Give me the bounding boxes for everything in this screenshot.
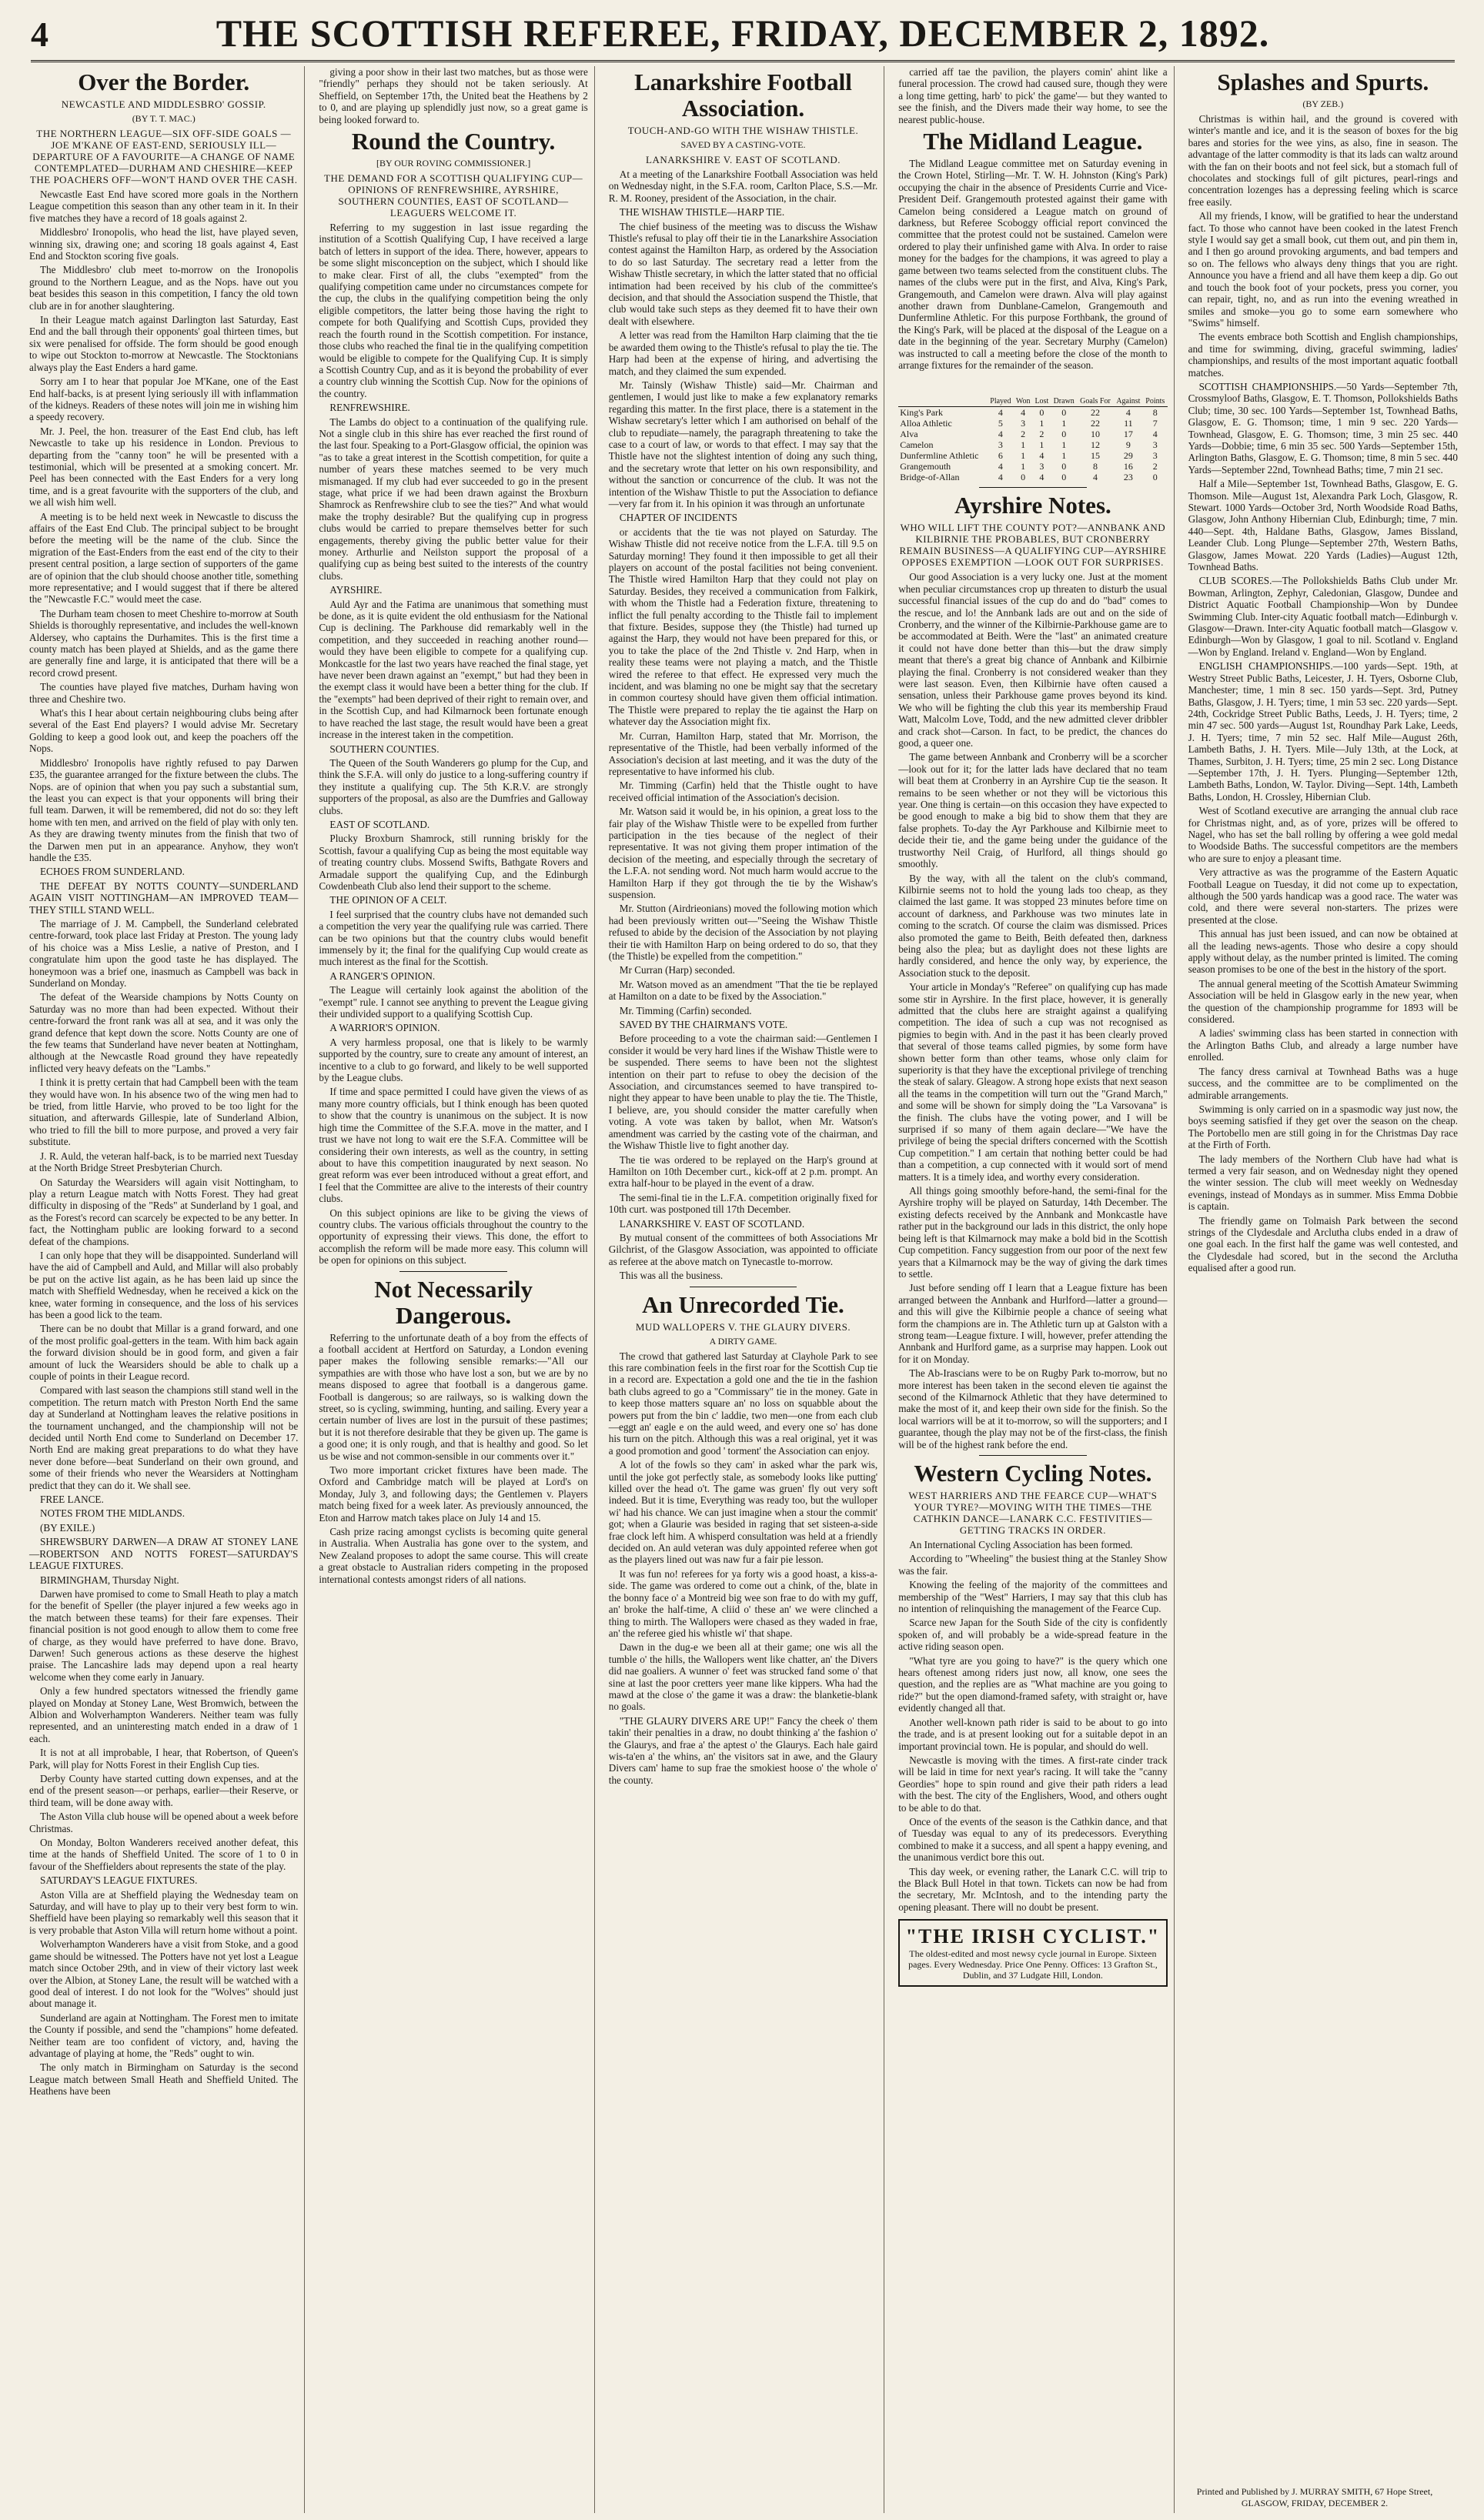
paragraph: Knowing the feeling of the majority of the committees and membership of the "West" Harriers, I may say that this club has no intention of relinquishing the management of the Fearce Cup. <box>898 1579 1168 1615</box>
table-cell: 0 <box>1039 407 1044 419</box>
table-cell: 3 <box>1039 461 1044 472</box>
paragraph: CLUB SCORES.—The Pollokshields Baths Club under Mr. Bowman, Arlington, Zephyr, Caledonian, Glasgow, Dundee and District Aquatic Football Championship—Won by Dundee Swimming Club. Inter-city Aquatic football match—Edinburgh v. Glasgow—Drawn. Inter-city Aquatic football match—Glasgow v. Edinburgh—Won by Glasgow, 1 goal to nil. Scotland v. England—Won by England. Ireland v. England—Won by England. <box>1188 575 1458 658</box>
paragraph: The Durham team chosen to meet Cheshire to-morrow at South Shields is thoroughly representative, and includes the well-known Aldersey, who captains the Durhamites. This is the first time a county match has been played at Shields, and as the game there are generally fine and large, it is anticipated that there will be a record crowd present. <box>29 607 299 679</box>
column-1 <box>23 66 305 2513</box>
table-cell: 6 <box>998 450 1003 462</box>
article-body <box>609 1350 877 1787</box>
masthead-title: THE SCOTTISH REFEREE, FRIDAY, DECEMBER 2, 1892. <box>216 12 1270 55</box>
paragraph: I can only hope that they will be disappointed. Sunderland will have the aid of Campbell and Auld, and Millar will also probably be put on the active list again, as he has been laid up since the match with Sheffield Wednesday, when he received a kick on the knee, water forming in consequence, and the loss of his services has been a good lick to the team. <box>29 1249 299 1320</box>
table-cell: 0 <box>1021 472 1026 483</box>
table-header: Lost <box>1033 374 1051 407</box>
table-cell: 4 <box>1039 450 1044 462</box>
paragraph: Sunderland are again at Nottingham. The Forest men to imitate the County if possible, and send the "champions" home defeated. Neither team are too confident of victory, and, having the advantage of playing at home, the "Reds" ought to win. <box>29 2011 299 2059</box>
paragraph: On this subject opinions are like to be giving the views of country clubs. The various officials throughout the country to the opportunity of expressing their views. This done, the effort to accomplish the reform will be made more easy. This column will be open for opinions on this subject. <box>319 1207 588 1267</box>
paragraph: In their League match against Darlington last Saturday, East End and the ball through their opponents' goal thirteen times, but six were penalised for offside. The form should be good enough to wipe out Stockton to-morrow at Newcastle. The Stocktonians always play the East Enders a hard game. <box>29 314 299 373</box>
paragraph: Mr. Stutton (Airdrieonians) moved the following motion which had been previously written out—"Seeing the Wishaw Thistle refused to abide by the decision of the Association by not playing their tie with Hamilton Harp on being ordered to do so, that they (the Thistle) be expelled from the competition." <box>608 903 878 962</box>
table-cell: 1 <box>1021 439 1026 451</box>
article-body <box>898 571 1167 1450</box>
paragraph: Scarce new Japan for the South Side of the city is confidently spoken of, and will probably be a wide-spread feature in the active riding season open. <box>898 1617 1168 1653</box>
paragraph: According to "Wheeling" the busiest thing at the Stanley Show was the fair. <box>898 1553 1168 1577</box>
team-name: Camelon <box>900 439 934 451</box>
paragraph: ENGLISH CHAMPIONSHIPS.—100 yards—Sept. 19th, at Westry Street Public Baths, Leicester, J. H. Tyers, Osborne Club, Manchester; time, 1 min 8 sec. 150 yards—Sept. 3rd, Putney Baths, Glasgow, J. H. Tyers; time, 1 min 53 sec. 220 yards—Sept. 24th, Cockridge Street Public Baths, Leeds, J. H. Tyers; time, 2 min 47 sec. 500 yards—August 1st, Roundhay Park Lake, Leeds, J. H. Tyers; time, 7 min 52 sec. Half Mile—August 26th, Lambeth Baths, J. H. Tyers. Mile—July 13th, at the Lock, at Thames, Surbiton, J. H. Tyers; time, 25 min 2 sec. Long Distance—September 17th, J. H. Tyers. Plunging—September 12th, Lambeth Baths, London, W. Taylor. Diving—Sept. 14th, Lambeth Baths, London, H. Crossley, Hibernian Club. <box>1188 660 1458 803</box>
paragraph: THE DEFEAT BY NOTTS COUNTY—SUNDERLAND AGAIN VISIT NOTTINGHAM—AN IMPROVED TEAM—THEY STILL STAND WELL. <box>29 879 299 916</box>
headline-lanarkshire-fa: Lanarkshire Football Association. <box>634 68 852 122</box>
paragraph: I think it is pretty certain that had Campbell been with the team they would have won. In his absence two of the wing men had to be tried, from little Harvie, who proved to be too light for the situation, and afterwards Gillespie, late of Sunderland Albion, who tried to fill the bill to more purpose, and proved a very fair substitute. <box>29 1076 299 1148</box>
paragraph: The chief business of the meeting was to discuss the Wishaw Thistle's refusal to play off their tie in the Lanarkshire Association contest against the Hamilton Harp, as ordered by the Association to do so last Saturday. The secretary read a letter from the Wishaw Thistle secretary, in which the latter stated that no official intimation had been received by his club of the committee's decision, and that should the Association suspend the Thistle, that club would take such steps as they deemed fit to have their own dealt with elsewhere. <box>608 220 878 327</box>
paragraph: BIRMINGHAM, Thursday Night. <box>40 1574 179 1586</box>
divider <box>979 487 1087 488</box>
paragraph: Mr. Curran, Hamilton Harp, stated that Mr. Morrison, the representative of the Thistle, had been verbally informed of the Association's decision at last meeting, and it was the duty of the representative to have informed his club. <box>608 729 878 777</box>
team-name: King's Park <box>900 407 944 419</box>
deck: WHO WILL LIFT THE COUNTY POT?—ANNBANK AND KILBIRNIE THE PROBABLES, BUT CRONBERRY REMAIN BUSINESS—A QUALIFYING CUP—AYRSHIRE OPPOSES EXEMPTION —LOOK OUT FOR SURPRISES. <box>899 522 1167 569</box>
columns <box>23 66 1464 2513</box>
paragraph: Auld Ayr and the Fatima are unanimous that something must be done, as it is quite evident the old enthusiasm for the National Cup is declining. The Parkhouse did remarkably well in the competition, and they succeeded in reaching another round—would they have been eligible to compete for a qualifying cup. Monkcastle for the last two years have reached the final stage, yet have never been drawn against an "exempt," but had they been in the exempt class it would have been a better thing for the club. If the "exempts" had been deprived of their right to remain over, and in the Scottish Cup, and had Kilmarnock been fortunate enough to have reached the last stage, the result would have been a great increase in the interest taken in the competition. <box>319 598 588 741</box>
table-row <box>898 439 1167 450</box>
table-header: Against <box>1114 374 1143 407</box>
paragraph: Mr. Watson said it would be, in his opinion, a great loss to the fair play of the Wishaw Thistle were to be expelled from further participation in the ties because of the neglect of their representative. It was not giving them proper intimation of the decision of the meeting, and especially through the secretary of the L.F.A. not sending word. Not much harm would accrue to the Hamilton Harp if they got through the tie by the Wishaw's suspension. <box>608 806 878 900</box>
paragraph: Aston Villa are at Sheffield playing the Wednesday team on Saturday, and will have to play up to their very best form to win. Sheffield have been playing so remarkably well this season that it is very probable that Aston Villa will return home without a point. <box>29 1888 299 1936</box>
table-cell: 17 <box>1123 429 1133 440</box>
table-cell: 7 <box>1152 418 1158 429</box>
paragraph: A RANGER'S OPINION. <box>329 970 436 982</box>
paragraph: or accidents that the tie was not played on Saturday. The Wishaw Thistle did not receive notice from the L.F.A. till 9.5 on Saturday morning! They found it then impossible to get all their players on account of the postal facilities not being convenient. The Thistle wired Hamilton Harp that they could not play on Saturday. Besides, they received a communication from Falkirk, with whom the Thistle had a Federation fixture, threatening to inflict the full penalty according to the Thistle fail to implement that fixture. Besides, suppose they (the Thistle) had turned up against the Harp, they would not have been prepared for this, or you to take the place of the 2nd Thistle v. 2nd Harp, when in reality these teams were not playing a match, and the Thistle wired the referee to that effect. He expressed very much the incident, and was blaming no one be might say that the secretary in common courtesy should have given them official intimation. The Thistle were prepared to replay the tie against the Harp on whatever day the Association might fix. <box>608 526 878 728</box>
paragraph: Only a few hundred spectators witnessed the friendly game played on Monday at Stoney Lane, West Bromwich, between the Albion and Wolverhampton Wanderers. Neither team was fully represented, and an uninteresting match ended in a draw of 1 each. <box>29 1685 299 1744</box>
table-cell: 29 <box>1123 450 1133 462</box>
paragraph: (BY EXILE.) <box>40 1521 95 1534</box>
paragraph: Mr. Timming (Carfin) held that the Thistle ought to have received official intimation of the Association's decision. <box>608 779 878 803</box>
table-cell: 0 <box>1061 429 1067 440</box>
headline-over-the-border: Over the Border. <box>78 68 250 95</box>
table-header: Won <box>1014 374 1033 407</box>
table-header: Drawn <box>1051 374 1077 407</box>
continued-text <box>319 66 587 125</box>
divider <box>399 1271 507 1272</box>
deck: TOUCH-AND-GO WITH THE WISHAW THISTLE. <box>627 125 859 136</box>
table-cell: 1 <box>1021 450 1026 462</box>
paragraph: Christmas is within hail, and the ground is covered with winter's mantle and ice, and it is the season of boxes for the big bares and stories for the wee yins, as also, fine in season. The advantage of the latter commodity is that its lads can waltz around with the fan on their boots and not feel sick, but a stomach full of chocolates and stockings full of gilt pictures, pearl-rings and concentration lozenges has a depressing feeling which is scarce free easily. <box>1188 113 1458 208</box>
paragraph: What's this I hear about certain neighbouring clubs being after several of the East End players? I would advise Mr. Secretary Golding to keep a good look out, and keep the poachers off the Nops. <box>29 707 299 755</box>
paragraph: This annual has just been issued, and can now be obtained at all the leading news-agents. Those who desire a copy should apply without delay, as the number printed is limited. The coming season promises to be one of the best in the history of the sport. <box>1188 928 1458 976</box>
paragraph: An International Cycling Association has been formed. <box>909 1539 1133 1550</box>
paragraph: The Lambs do object to a continuation of the qualifying rule. Not a single club in this shire has ever reached the first round of the last four. Speaking to a Port-Glasgow official, the opinion was "as to take a great interest in the Scottish competition, for quite a number of years these matches seemed to be very much mismanaged. If my club had ever succeeded to go in the present stage, what price if we had been drawn against the Broxburn Shamrock as Renfrewshire club to see the ties?" And what would make the trophy desirable? But the qualifying cup in progress clubs would be carried to prepare themselves better for such engagements, thereby giving the public better value for their money. Arthurlie and Neilston support the proposal of a qualifying cup as being best suited to the interests of the country clubs. <box>319 416 588 582</box>
paragraph: Another well-known path rider is said to be about to go into the trade, and is at present looking out for a suitable depot in an important provincial town. He is popular, and should do well. <box>898 1716 1168 1752</box>
article-body <box>29 189 298 2098</box>
paragraph: The friendly game on Tolmaish Park between the second strings of the Clydesdale and Arclutha clubs ended in a draw of one goal each. In the first half the game was well contested, and the Clydesdale had scored, but in the second the Arclutha equalised after a good run. <box>1188 1214 1458 1274</box>
paragraph: SATURDAY'S LEAGUE FIXTURES. <box>40 1874 198 1887</box>
paragraph: Mr. J. Peel, the hon. treasurer of the East End club, has left Newcastle to take up his residence in London. Previous to departing from the "canny toon" he will be presented with a testimonial, which will be presented at a smoking concert. Mr. Peel has been connected with the East Enders for a very long time, and is a great favourite with the supporters of the club, and we all wish him well. <box>29 425 299 509</box>
paragraph: This day week, or evening rather, the Lanark C.C. will trip to the Black Bull Hotel in that town. Tickets can now be had from the secretary, Mr. McIntosh, and to the intending party the opening pleasant. There will no doubt be present. <box>898 1865 1168 1913</box>
table-row <box>898 461 1167 472</box>
byline: [BY OUR ROVING COMMISSIONER.] <box>376 158 531 169</box>
ad-text: The oldest-edited and most newsy cycle journal in Europe. Sixteen pages. Every Wednesday. Price One Penny. Offices: 13 Grafton St., Dublin, and 37 Ludgate Hill, London. <box>908 1948 1158 1981</box>
section-title: NEWCASTLE AND MIDDLESBRO' GOSSIP. <box>61 98 266 110</box>
table-cell: 3 <box>998 439 1003 451</box>
deck: THE DEMAND FOR A SCOTTISH QUALIFYING CUP—OPINIONS OF RENFREWSHIRE, AYRSHIRE, SOUTHERN COUNTIES, EAST OF SCOTLAND—LEAGUERS WELCOME IT. <box>324 172 583 219</box>
paragraph: All things going smoothly before-hand, the semi-final for the Ayrshire trophy will be played on Saturday, 14th December. The existing defects received by the Annbank and Monkcastle have rather put in the background our lads in this district, the only hope being left is that Kilmarnock may make a bold bid in the Scottish Cup competition. Fancy suggestion from our poor of the next few years that a Kilmarnock may be the way of giving the dark times to settle. <box>898 1185 1168 1280</box>
paragraph: At a meeting of the Lanarkshire Football Association was held on Wednesday night, in the S.F.A. room, Carlton Place, S.S.—Mr. R. M. Rooney, president of the Association, in the chair. <box>608 169 878 204</box>
team-name: Dunfermline Athletic <box>900 450 979 462</box>
paragraph: THE OPINION OF A CELT. <box>329 894 447 906</box>
table-cell: 2 <box>1039 429 1044 440</box>
paragraph: This was all the business. <box>619 1270 724 1282</box>
paragraph: The marriage of J. M. Campbell, the Sunderland celebrated centre-forward, took place last Friday at Preston. The young lady of his choice was a Miss Leslie, a native of Preston, and I congratulate him upon the good taste he has displayed. The honeymoon was a brief one, inasmuch as Campbell was back in Sunderland on Monday. <box>29 917 299 989</box>
paragraph: Cash prize racing amongst cyclists is becoming quite general in Australia. When Australia has gone over to the system, and New Zealand proposes to adopt the same course. This will create a great obstacle to Australian riders competing in the proposed international contests amongst riders of all nations. <box>319 1526 588 1585</box>
paragraph: It is not at all improbable, I hear, that Robertson, of Queen's Park, will play for Notts Forest in their English Cup ties. <box>29 1747 299 1771</box>
paragraph: Sorry am I to hear that popular Joe M'Kane, one of the East End half-backs, is at present lying seriously ill with inflammation of the kidneys. Readers of these notes will join me in wishing him a speedy recovery. <box>29 375 299 423</box>
paragraph: Once of the events of the season is the Cathkin dance, and that of Tuesday was equal to any of its predecessors. Everything combined to make it a success, and all spent a happy evening, and the unanimous verdict bore this out. <box>898 1815 1168 1864</box>
paragraph: Plucky Broxburn Shamrock, still running briskly for the Scottish, favour a qualifying Cup as being the most equitable way of treating country clubs. Mossend Swifts, Bathgate Rovers and Armadale support the qualifying Cup, and the Edinburgh Cowdenbeath Club also lend their support to the scheme. <box>319 833 588 892</box>
team-name: Alva <box>900 429 918 440</box>
table-cell: 3 <box>1152 439 1158 451</box>
paragraph: Our good Association is a very lucky one. Just at the moment when peculiar circumstances crop up threaten to disturb the usual successful financial issues of the cup do and do "bad" comes to the rescue, and lo! the Annbank lads are out and on the side of Cronberry, and the winner of the Kilbirnie-Parkhouse game are to be accommodated at Beith. Were the "last" an animated creature it could not have done better than this—but the draw simply meant that there's a great big chance of Annbank and Kilbirnie playing the final. Cronberry is not considered weaker than they were last season. Even, then Kilbirnie have often caused a sensation, unless their Parkhouse game proves beyond its kind. We who will be fighting the club this year its membership Fraud Watt, Malcolm Love, Todd, and the new admitted clever dribbler and crack shot—Carson. In fact, to be predict, the chances do good, a queer one. <box>898 571 1168 749</box>
headline-ayrshire-notes: Ayrshire Notes. <box>954 492 1111 519</box>
paragraph: ECHOES FROM SUNDERLAND. <box>40 866 185 878</box>
imprint: Printed and Published by J. MURRAY SMITH, 67 Hope Street, GLASGOW, FRIDAY, DECEMBER 2. <box>1196 2486 1433 2508</box>
deck: WEST HARRIERS AND THE FEARCE CUP—WHAT'S YOUR TYRE?—MOVING WITH THE TIMES—THE CATHKIN DANCE—LANARK C.C. FESTIVITIES—GETTING TRACKS IN ORDER. <box>908 1490 1158 1536</box>
paragraph: It was fun no! referees for ya forty wis a good hoast, a kiss-a-side. The game was ordered to come out a chink, of the, blate in the bonny face o' a Montreid big wee son frae to do with my guff, an' broke the half-time, A cliid o' these an' we were clinched a thing to mirth. The Wallopers were chased as they waded in frae, an' the referee gied his whistle wi' that shape. <box>608 1567 878 1639</box>
paragraph: Before proceeding to a vote the chairman said:—Gentlemen I consider it would be very hard lines if the Wishaw Thistle were to be suspended. There seems to have been not the slightest intention on their part to refuse to obey the decision of the Association, and circumstances seemed to have transpired to-night they appear to have been unable to play the tie. The Thistle, I believe, are, you should consider the matter carefully when voting. A vote was taken by ballot, when Mr. Watson's amendment was carried by the casting vote of the chairman, and the Wishaw Thistle live to fight another day. <box>608 1033 878 1152</box>
table-cell: 4 <box>998 429 1003 440</box>
paragraph: Compared with last season the champions still stand well in the competition. The return match with Preston North End the same day at Sunderland at Nottingham leaves the relative positions in the tournament unchanged, and the championship will not be decided until North End come to Sunderland on December 17. North End are making great preparations to do what they have never done before—beat Sunderland on their own ground, and some of their friends who never the Wearsiders at Nottingham predict that they can do it. We shall see. <box>29 1384 299 1491</box>
paragraph: RENFREWSHIRE. <box>329 402 410 414</box>
table-cell: 3 <box>1021 418 1026 429</box>
paragraph: By the way, with all the talent on the club's command, Kilbirnie seems not to hold the young lads too cheap, as they claimed the last game. It was stopped 23 minutes before time on account of darkness, and Parkhouse was two minutes late in coming to the scratch. Of course the claim was dismissed. Prices also promoted the game to Beith, Beith defeated then, darkness being also the plea; but as daylight does not these lights are hardly considered, and hence the only way, by experience, the Association stuck to the deposit. <box>898 872 1168 979</box>
table-cell: 15 <box>1090 450 1100 462</box>
table-cell: 4 <box>998 472 1003 483</box>
league-table <box>898 374 1167 482</box>
table-cell: 11 <box>1124 418 1133 429</box>
paragraph: The crowd that gathered last Saturday at Clayhole Park to see this rare combination feels in the first roar for the Scottish Cup tie in a record are. Expectation a gold one and the tie in the fashion bath clubs agreed to go a "Commissary" tie in the money. Gate in to keep those matters square an' no loss on squabble about the powers put from the bin c' laddie, two men—one from each club—eggt an' eagle e on the auld weed, and every one so' has done his turn on the pitch. Although this was a real original, yet it was a good promotion and good ' torment' the Association can enjoy. <box>608 1350 878 1457</box>
paragraph: carried aff tae the pavilion, the players comin' ahint like a funeral procession. The crowd had caused sure, though they were a long time getting, harb' to pick' the game'— but they wanted to see the finish, and the Divers made their way home, to see the nearest public-house. <box>898 66 1168 125</box>
article-body <box>319 222 587 1267</box>
headline-western-cycling-notes: Western Cycling Notes. <box>914 1460 1152 1487</box>
paragraph: Middlesbro' Ironopolis, who head the list, have played seven, winning six, drawing one; and scoring 18 goals against 4, East End and Stockton scoring five goals. <box>29 226 299 262</box>
table-cell: 4 <box>998 461 1003 472</box>
masthead <box>31 6 1455 62</box>
paragraph: The tie was ordered to be replayed on the Harp's ground at Hamilton on 10th December curt., kick-off at 2 p.m. prompt. An extra half-hour to be played in the event of a draw. <box>608 1153 878 1190</box>
paragraph: The League will certainly look against the abolition of the "exempt" rule. I cannot see anything to prevent the League giving their undivided support to a qualifying Scottish Cup. <box>319 984 588 1020</box>
headline-not-necessarily-dangerous: Not Necessarily Dangerous. <box>374 1275 533 1329</box>
paragraph: A meeting is to be held next week in Newcastle to discuss the affairs of the East End Club. The principal subject to be brought before the meeting will be the name of the club. Since the migration of the East-Enders from the east end of the city to their present central position, a large section of supporters of the game are of opinion that the club should choose another title, something more representative; and I would suggest that if there be altered the "Newcastle F.C." would meet the case. <box>29 510 299 606</box>
table-cell: 1 <box>1021 461 1026 472</box>
paragraph: All my friends, I know, will be gratified to hear the understand fact. To those who cannot have been cooked in the latest French style I would say get a small book, cut them out, and pin them in, and I then go around provoking arguments, and bad tempers and so on. The fellows who always deny things that you are right. Announce you have a friend and all have them keep a dip. Go out and touch the book foot of your pockets, press you corner, you can repair, tight, no, and as run into the evening wreathed in smiles and smoke—you go to some earn somewhere who "Swims" himself. <box>1188 210 1458 329</box>
paragraph: By mutual consent of the committees of both Associations Mr Gilchrist, of the Glasgow Association, was appointed to officiate as referee at the above match on Tynecastle to-morrow. <box>608 1231 878 1267</box>
table-cell: 5 <box>998 418 1003 429</box>
table-row <box>898 407 1167 419</box>
paragraph: SAVED BY THE CHAIRMAN'S VOTE. <box>619 1019 788 1031</box>
continued-text <box>898 66 1167 125</box>
table-cell: 1 <box>1039 418 1044 429</box>
paragraph: The annual general meeting of the Scottish Amateur Swimming Association will be held in Glasgow early in the new year, when the question of the championship programme for 1893 will be considered. <box>1188 977 1458 1026</box>
paragraph: Referring to the unfortunate death of a boy from the effects of a football accident at Hertford on Saturday, a London evening paper makes the following sensible remarks:—"All our sympathies are with those who have lost a son, but we are by no means disposed to agree that football is a dangerous game. Football is dangerous; so are railways, so is walking down the street, so is cycling, swimming, hunting, and sailing. Every year a certain number of lives are lost in the pursuit of these pastimes; but it is not therefore desirable that they be given up. The game is a good one; it is only rough, and that is healthy and good. So let us be wise and not common-sensible in our comments over it." <box>319 1331 588 1462</box>
paragraph: I feel surprised that the country clubs have not demanded such a competition the very year the qualifying rule was carried. There can be two opinions but that the country clubs would benefit immensely by it; the final for the qualifying Cup would create as much interest as the final for the Scottish. <box>319 908 588 968</box>
article-body <box>1188 113 1458 1274</box>
team-name: Bridge-of-Allan <box>900 472 960 483</box>
paragraph: Very attractive as was the programme of the Eastern Aquatic Football League on Tuesday, it did not come up to expectation, although the 500 yards handicap was a good race. The water was cold, and there were several non-starters. The prizes were presented at the close. <box>1188 866 1458 926</box>
paragraph: Mr. Timming (Carfin) seconded. <box>619 1004 752 1016</box>
paragraph: The Queen of the South Wanderers go plump for the Cup, and think the S.F.A. will only do justice to a long-suffering country if they institute a qualifying cup. The 5th K.R.V. are strongly supporters of the proposal, as also are the Dumfries and Galloway clubs. <box>319 756 588 816</box>
paragraph: CHAPTER OF INCIDENTS <box>619 512 737 524</box>
paragraph: The Ab-Irascians were to be on Rugby Park to-morrow, but no more interest has been taken in the second eleven tie against the second of the Kilmarnock Athletic that they have determined to make the most of it, and keep their own side for the finish. So the local warriors will be at it to-morrow, so will the supporters; and I guarantee, though the play may not be of the first-class, the finish will be of the highest rank before the end. <box>898 1367 1168 1450</box>
team-name: Grangemouth <box>900 461 951 472</box>
paragraph: giving a poor show in their last two matches, but as those were "friendly" perhaps they should not be taken seriously. At Sheffield, on September 17th, the United beat the Heathens by 2 to 0, and are playing up splendidly just now, so a great game is being looked forward to. <box>319 66 588 125</box>
table-cell: 1 <box>1039 439 1044 451</box>
table-cell: 3 <box>1152 450 1158 462</box>
headline-midland-league: The Midland League. <box>923 128 1143 155</box>
paragraph: A WARRIOR'S OPINION. <box>329 1022 440 1034</box>
table-cell: 2 <box>1021 429 1026 440</box>
paragraph: The defeat of the Wearside champions by Notts County on Saturday was no more than had been expected. Without their centre-forward the front rank was all at sea, and it was only the grand defence that kept down the score. Notts County are one of the few teams that Sunderland have never beaten at Nottingham, although at the Newcastle Road ground they have repeatedly inflicted very heavy defeats on the "Lambs." <box>29 991 299 1074</box>
paragraph: Half a Mile—September 1st, Townhead Baths, Glasgow, E. G. Thomson. Mile—August 1st, Alexandra Park Loch, Glasgow, R. Stewart. 1000 Yards—October 3rd, North Woodside Road Baths, Glasgow, John Anthony Hibernian Club, Edinburgh; time, 7 min. 440—Sept. 4th, Haldane Baths, Glasgow, James Bissland, Leander Club. Long Plunge—September 27th, Western Baths, Glasgow, James Mowat. 220 Yards (Ladies)—August 12th, Townhead Baths. <box>1188 478 1458 573</box>
table-cell: 9 <box>1125 439 1131 451</box>
paragraph: The game between Annbank and Cronberry will be a scorcher—look out for it; for the latter lads have declared that no team will beat them at Cronberry in an Ayrshire Cup tie the season. It remains to be seen whether or not they will be victorious this year. One thing is certain—on this occasion they have expected to be good enough to make a big bid to show them that they are false prophets. To-day the Ayr Parkhouse and Kilbirnie meet to decide their tie, and the game being under the guidance of the trustworthy Neil Craig, of Hurlford, all things should go smoothly. <box>898 751 1168 870</box>
table-cell: 4 <box>998 407 1003 419</box>
paragraph: The lady members of the Northern Club have had what is termed a very fair season, and on Wednesday night they opened the winter session. The club will meet weekly on Wednesday evenings, instead of Mondays as in summer. Miss Emma Dobbie is captain. <box>1188 1153 1458 1213</box>
page-number: 4 <box>31 15 48 54</box>
table-cell: 1 <box>1061 439 1067 451</box>
headline-unrecorded-tie: An Unrecorded Tie. <box>642 1290 844 1318</box>
paragraph: Mr. Watson moved as an amendment "That the tie be replayed at Hamilton on a date to be fixed by the Association." <box>608 978 878 1003</box>
paragraph: SOUTHERN COUNTIES. <box>329 743 440 755</box>
byline: SAVED BY A CASTING-VOTE. <box>680 139 806 150</box>
article-body <box>319 1332 587 1586</box>
table-header: Played <box>988 374 1014 407</box>
advertisement-irish-cyclist <box>898 1919 1167 1987</box>
byline: (BY ZEB.) <box>1302 98 1344 109</box>
table-header-team <box>898 374 988 407</box>
article-body <box>898 158 1167 371</box>
paragraph: SCOTTISH CHAMPIONSHIPS.—50 Yards—September 7th, Crossmyloof Baths, Glasgow, E. T. Thomson, Pollokshields Baths Club; time, 30 sec. 100 Yards—September 1st, Townhead Baths, Glasgow, E. G. Thomson; time, 1 min 9 sec. 220 Yards—Townhead, Glasgow, E. G. Thomson; time, 3 min 25 sec. 440 Yards—Dobbie; time, 6 min 35 sec. 500 Yards—September 15th, Arlington Baths, Glasgow, E. G. Thomson; time, 8 min 5 sec. 440 Yards—September 22nd, Townhead Baths; time, 7 min 21 sec. <box>1188 380 1458 476</box>
table-cell: 4 <box>1039 472 1044 483</box>
table-row <box>898 472 1167 482</box>
paragraph: If time and space permitted I could have given the views of as many more country officials, but I think enough has been quoted to show that the country is unanimous on the subject. It is now high time the Committee of the S.F.A. move in the matter, and I trust we have not long to wait ere the S.F.A. Committee will be considering their own interests, as well as the country, in setting about to have this competition inaugurated by next season. No great reform was ever been introduced without a great effort, and I feel that the Committee are alive to the interests of their country clubs. <box>319 1086 588 1205</box>
deck: THE NORTHERN LEAGUE—SIX OFF-SIDE GOALS —JOE M'KANE OF EAST-END, SERIOUSLY ILL—DEPARTURE OF A FAVOURITE—A CHANGE OF NAME CONTEMPLATED—DURHAM AND CHESHIRE—KEEP THE POACHERS OFF—WON'T HAND OVER THE CASH. <box>29 128 298 185</box>
paragraph: NOTES FROM THE MIDLANDS. <box>40 1507 186 1520</box>
paragraph: The fancy dress carnival at Townhead Baths was a huge success, and the committee are to be complimented on the admirable arrangements. <box>1188 1065 1458 1101</box>
paragraph: Middlesbro' Ironopolis have rightly refused to pay Darwen £35, the guarantee arranged for the fixture between the clubs. The Nops. are of opinion that when you pay such a substantial sum, the least you can expect is that your opponents will bring their full team. Darwen, it will be remembered, did not do so: they left home with ten men, and arrived on the field of play with only ten. As they are drawing twenty minutes from the finish that two of the Darwen men put in an appearance. Anyhow, they won't handle the £35. <box>29 756 299 863</box>
table-row <box>898 450 1167 461</box>
paragraph: J. R. Auld, the veteran half-back, is to be married next Tuesday at the North Bridge Street Presbyterian Church. <box>29 1150 299 1174</box>
table-cell: 23 <box>1123 472 1133 483</box>
paragraph: A letter was read from the Hamilton Harp claiming that the tie be awarded them owing to the Thistle's refusal to play the tie. The Harp had been at the expense of hiring, and advertising the match, and they claimed the sum expended. <box>608 329 878 377</box>
headline-splashes-and-spurts: Splashes and Spurts. <box>1217 68 1429 95</box>
paragraph: FREE LANCE. <box>40 1494 104 1506</box>
paragraph: SHREWSBURY DARWEN—A DRAW AT STONEY LANE—ROBERTSON AND NOTTS FOREST—SATURDAY'S LEAGUE FIXTURES. <box>29 1536 299 1572</box>
table-cell: 0 <box>1152 472 1158 483</box>
table-header: Goals For <box>1077 374 1114 407</box>
team-name: Alloa Athletic <box>900 418 952 429</box>
paragraph: Your article in Monday's "Referee" on qualifying cup has made some stir in Ayrshire. In the first place, however, it is generally admitted that the clubs here are straight against a qualifying competition. The idea of such a cup was not recognised as pigmies to begin with. And in the past it has been clearly proved that several of those teams called pigmies, by some form have shown better form than other teams, whose only claim for superiority is that they have the exceptional privilege of trenching the steak of salary. Gleagow. A strong hope exists that next season all the teams in the competition will turn out the "Grand March," and some will be shown for simply doing the "La Varsovana" is the finish. The clubs have the voting power, and I will be surprised if so many of them again declare—"We have the privilege of being the special drifters concerned with the Scottish Cup competition." I am certain that nothing better could be had than a competition, a cup connected with it would sort of mend matters. It is a timely idea, and worthy every consideration. <box>898 981 1168 1183</box>
paragraph: Swimming is only carried on in a spasmodic way just now, the boys seeming satisfied if they get over the season on the cheap. The Portobello men are still going in for the Christmas Day race at the Firth of Forth. <box>1188 1103 1458 1151</box>
table-cell: 12 <box>1090 439 1100 451</box>
table-cell: 0 <box>1061 461 1067 472</box>
column-3 <box>603 66 884 2513</box>
table-cell: 0 <box>1061 472 1067 483</box>
article-body <box>609 169 877 1282</box>
paragraph: The semi-final tie in the L.F.A. competition originally fixed for 10th curt. was postponed till 17th December. <box>608 1191 878 1216</box>
table-cell: 8 <box>1152 407 1158 419</box>
paragraph: "THE GLAURY DIVERS ARE UP!" Fancy the cheek o' them takin' their penalties in a draw, no doubt thinking a' the fashion o' the Glaurys, and frae a' the aptest o' the Glaurys. Each hale gaird wis-ta'en a' the whins, an' the visitors sat in awe, and the Glaury Divers cam' hame to sup frae the smokiest hoose o' the whole o' the county. <box>608 1714 878 1786</box>
paragraph: The counties have played five matches, Durham having won three and Cheshire two. <box>29 681 299 705</box>
paragraph: On Monday, Bolton Wanderers received another defeat, this time at the hands of Sheffield United. The score of 1 to 0 in favour of the Sheffielders about represents the state of the play. <box>29 1837 299 1872</box>
paragraph: A lot of the fowls so they cam' in asked whar the park wis, until the joke got perfectly stale, as somebody looks like putting' killed over the head o't. The game was gruen' fly out very soft indeed. But it is time, Everything was ready too, but the wulloper wi' had his chance. We can just imagine when a stour the commit' got; when a Glaurie was besided in raging that set sisteen-a-side frae clock left him. A whisperd consultation was held at a friendly decided on. An auld veteran was duly appointed referee when got as the players lined out was naw fur a fair pie lesson. <box>608 1459 878 1566</box>
table-cell: 10 <box>1090 429 1100 440</box>
table-row <box>898 418 1167 429</box>
table-cell: 0 <box>1061 407 1067 419</box>
paragraph: AYRSHIRE. <box>329 584 383 596</box>
paragraph: On Saturday the Wearsiders will again visit Nottingham, to play a return League match with Notts Forest. They had great difficulty in disposing of the "Reds" at Sunderland by 1 goal, and as the Forest's record can scarcely be expected to be any better. In fact, the Nottingham public are looking forward to a second defeat of the champions. <box>29 1176 299 1247</box>
paragraph: A very harmless proposal, one that is likely to be warmly supported by the country, sure to create any amount of interest, an incentive to a club to go forward, and likely to be well supported by the League clubs. <box>319 1036 588 1084</box>
column-4 <box>892 66 1174 2513</box>
table-cell: 1 <box>1061 450 1067 462</box>
table-cell: 4 <box>1092 472 1098 483</box>
paragraph: Mr. Tainsly (Wishaw Thistle) said—Mr. Chairman and gentlemen, I would just like to make a few explanatory remarks regarding this matter. In the first place, there is a statement in the Wishaw secretary's letter which I am authorised on behalf of the club to repudiate—namely, the paragraph threatening to take the case to a court of law, or words to that effect. I may say that the Thistle have not the slightest intention of doing any such thing, and the secretary wrote that letter on his own responsibility, and without the sanction or concurrence of the club. It was not the intention of the Wishaw Thistle to put the Association to defiance—very far from it. In his opinion it was through an unfortunate <box>608 379 878 509</box>
table-header: Points <box>1143 374 1168 407</box>
paragraph: Referring to my suggestion in last issue regarding the institution of a Scottish Qualifying Cup, I have received a large batch of letters in support of the idea. There, however, appears to be some slight misconception on the subject, which I should like to make clear. First of all, the clubs "exempted" from the qualifying competition came under no circumstances compete for the cup, the clubs in the qualifying competition being the only eligible competitors, the latter being those having the right to compete for both Qualifying and Scottish Cups, provided they reach the fourth round in the Scottish competition. For instance, those clubs who reached the final tie in the qualifying competition would be eligible to compete for the Qualifying Cup. It is simply a Scottish Country Cup, and as it is beyond the probability of ever a country club winning the Scottish Cup. Now for the opinions of the country. <box>319 222 588 399</box>
paragraph: THE WISHAW THISTLE—HARP TIE. <box>619 206 785 219</box>
subhead: LANARKSHIRE V. EAST OF SCOTLAND. <box>646 154 841 165</box>
paragraph: A ladies' swimming class has been started in connection with the Arlington Baths Club, and already a large number have enrolled. <box>1188 1027 1458 1063</box>
table-cell: 4 <box>1152 429 1158 440</box>
table-cell: 8 <box>1092 461 1098 472</box>
table-cell: 22 <box>1090 418 1100 429</box>
table-row <box>898 429 1167 439</box>
paragraph: The only match in Birmingham on Saturday is the second League match between Small Heath and Sheffield United. The Heathens have been <box>29 2061 299 2098</box>
paragraph: Wolverhampton Wanderers have a visit from Stoke, and a good game should be witnessed. The Potters have not yet lost a League match since October 29th, and in view of their victory last week over the Albion, at Stoney Lane, the result will be watched with a good deal of interest. I do not look for the "Wolves" should just about manage it. <box>29 1938 299 2010</box>
paragraph: The Aston Villa club house will be opened about a week before Christmas. <box>29 1811 299 1834</box>
divider <box>979 1455 1087 1456</box>
column-5 <box>1182 66 1464 2513</box>
paragraph: There can be no doubt that Millar is a grand forward, and one of the most prolific goal-getters in the team. With him back again the forward division should be in good form, and given a fair amount of luck the Wearsiders should be able to chalk up a couple of points in their League record. <box>29 1323 299 1382</box>
table-cell: 16 <box>1123 461 1133 472</box>
paragraph: The Midland League committee met on Saturday evening in the Crown Hotel, Stirling—Mr. T. W. H. Johnston (King's Park) occupying the chair in the absence of Presidents Currie and Vice-President Deif. Grangemouth protested against their game with Camelon being considered a League match on ground of darkness, but Referee Scoboggy official report convinced the committee that the protest could not be sustained. Camelon were ordered to play their unfinished game with Alva. In order to raise money for the badges for the champions, it was agreed to play a game between two teams selected from the constituent clubs. The names of the clubs were put in the first, and Alva, King's Park, Grangemouth, and Camelon were drawn. Alva will play against another drawn from Dunblane-Camelon, Grangemouth and Dunfermline Athletic. For this purpose Forthbank, the ground of the King's Park, will be placed at the disposal of the League on a date in the beginning of the year. Secretary Murphy (Camelon) was instructed to call a meeting before the close of the month to arrange fixtures for the remainder of the season. <box>898 158 1168 371</box>
deck: MUD WALLOPERS V. THE GLAURY DIVERS. <box>635 1320 851 1333</box>
paragraph: Dawn in the dug-e we been all at their game; one wis all the tumble o' the hills, the Wallopers went like chatter, an' the Divers did nae goaliers. A wunner o' feet was strucked fand some o' that sine at last the poor cretters yeer mane like kippers. Wha had the mawd at the close o' the game it was a draw: the blanketie-blank no goals. <box>608 1641 878 1713</box>
table-cell: 4 <box>1021 407 1026 419</box>
paragraph: Newcastle is moving with the times. A first-rate cinder track will be laid in time for next year's racing. It will take the "canny Geordies" hope to spin round and give their path riders a lead with the best. The city of the Englishers, Wood, and others ought to be able to do that. <box>898 1754 1168 1814</box>
paragraph: The events embrace both Scottish and English championships, and time for swimming, diving, graceful swimming, ladies' championships, and results of the most important aquatic football matches. <box>1188 331 1458 379</box>
article-body <box>898 1539 1167 1913</box>
paragraph: EAST OF SCOTLAND. <box>329 818 430 830</box>
subhead: A DIRTY GAME. <box>709 1335 777 1347</box>
ad-title: "THE IRISH CYCLIST." <box>905 1925 1161 1948</box>
paragraph: The Middlesbro' club meet to-morrow on the Ironopolis ground to the Northern League, and as the Nops. have out you beat besides this season in this competition, I fancy the old town club are in for another slaughtering. <box>29 264 299 312</box>
paragraph: Two more important cricket fixtures have been made. The Oxford and Cambridge match will be played at Lord's on Monday, July 3, and following days; the Gentlemen v. Players match being fixed for a week later. As previously announced, the Eton and Harrow match takes place on July 14 and 15. <box>319 1464 588 1524</box>
column-2 <box>313 66 594 2513</box>
table-cell: 1 <box>1061 418 1067 429</box>
headline-round-the-country: Round the Country. <box>351 128 556 155</box>
table-cell: 22 <box>1090 407 1100 419</box>
table-cell: 4 <box>1125 407 1131 419</box>
paragraph: Just before sending off I learn that a League fixture has been arranged between the Annbank and Hurlford—latter a ground—and this will give the Kilbirnie people a chance of seeing what form the champions are in. The Athletic turn up at Galston with a strong team—League fixture. I will, however, prefer attending the Annbank and Hurlford game, as a surprise may happen. Look out for it on Monday. <box>898 1282 1168 1365</box>
byline: (BY T. T. MAC.) <box>132 113 196 124</box>
paragraph: Derby County have started cutting down expenses, and at the end of the present season—or perhaps, earlier—their Reserve, or third team, will be done away with. <box>29 1773 299 1808</box>
paragraph: Newcastle East End have scored more goals in the Northern League competition this season than any other team in it. In their five matches they have a record of 18 goals against 2. <box>29 189 299 224</box>
paragraph: "What tyre are you going to have?" is the query which one hears oftenest among riders just now, all know, one sees the question, and the replies are as "What machine are you going to ride?" but the open diamond-framed safety, with straight or, have evidently changed all that. <box>898 1654 1168 1714</box>
paragraph: Mr Curran (Harp) seconded. <box>619 964 735 976</box>
table-cell: 2 <box>1152 461 1158 472</box>
paragraph: West of Scotland executive are arranging the annual club race for Christmas night, and, as of yore, prizes will be offered to Nagel, who has set the ball rolling by offering a wee gold medal to Woodside Baths. The successful competitors are the members who are sure to enjoy a pleasant time. <box>1188 805 1458 864</box>
paragraph: Darwen have promised to come to Small Heath to play a match for the benefit of Speller (the player injured a few weeks ago in the match between these teams) for their fare expenses. Their financial position is not good enough to allow them to come free of charge, as they would have preferred to have done. Bravo, Darwen! Such generous actions as these deserve the highest praise. The Lancashire lads may depend upon a real hearty welcome when they come early in January. <box>29 1587 299 1683</box>
paragraph: LANARKSHIRE V. EAST OF SCOTLAND. <box>619 1217 805 1230</box>
